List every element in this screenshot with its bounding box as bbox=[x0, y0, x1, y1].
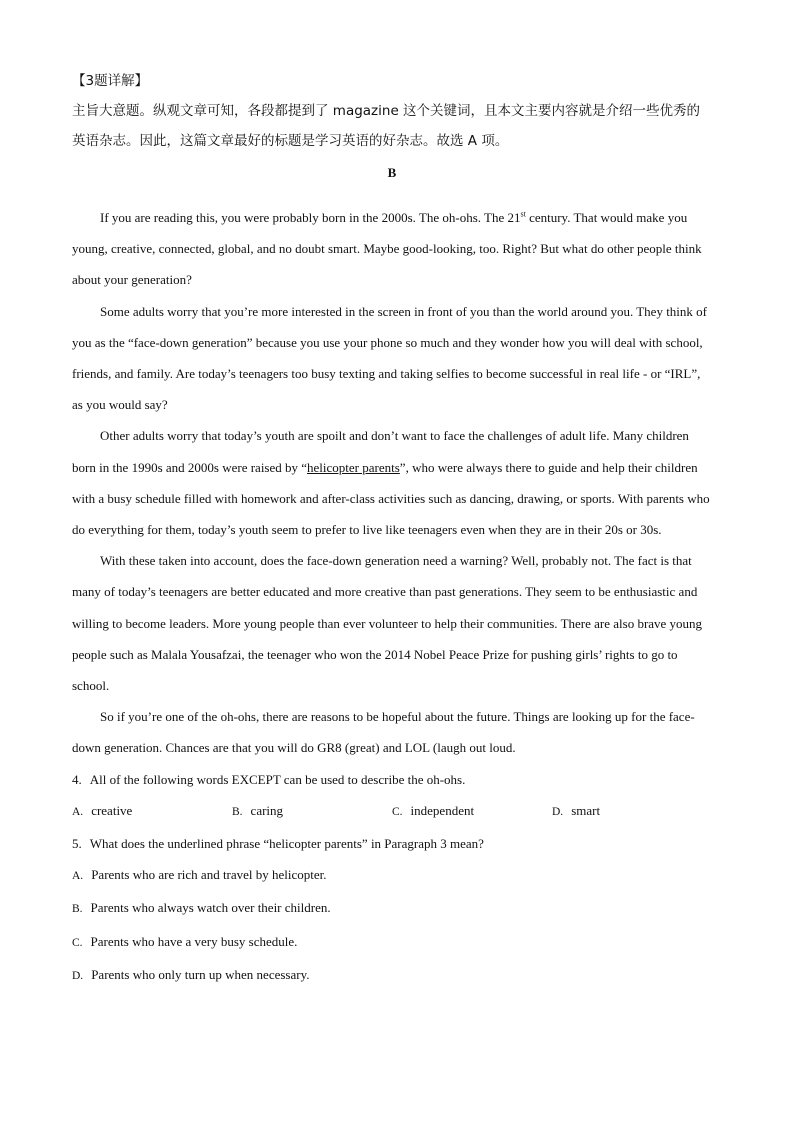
question-4-number: 4. bbox=[72, 771, 82, 787]
option-letter: B. bbox=[72, 903, 83, 916]
answer-text-line-1: 主旨大意题。纵观文章可知，各段都提到了 magazine 这个关键词，且本文主要内容就是介绍一些优秀的 bbox=[72, 103, 701, 119]
question-4 bbox=[72, 764, 712, 828]
option-letter: D. bbox=[72, 969, 84, 982]
question-4-text: All of the following words EXCEPT can be used to describe the oh-ohs. bbox=[89, 771, 466, 787]
option-letter: B. bbox=[232, 805, 243, 818]
option-text: smart bbox=[571, 802, 601, 818]
question-5-number: 5. bbox=[72, 836, 82, 852]
option-letter: C. bbox=[72, 936, 83, 949]
answer-text-line-2: 英语杂志。因此，这篇文章最好的标题是学习英语的好杂志。故选 A 项。 bbox=[72, 133, 509, 149]
option-text: Parents who only turn up when necessary. bbox=[91, 966, 310, 982]
option-text: Parents who have a very busy schedule. bbox=[90, 933, 298, 949]
question-4-option-b[interactable] bbox=[232, 795, 392, 828]
passage-body bbox=[72, 202, 712, 764]
question-5-text: What does the underlined phrase “helicopter parents” in Paragraph 3 mean? bbox=[89, 836, 484, 852]
answer-section bbox=[72, 66, 712, 156]
answer-heading: 【3题详解】 bbox=[72, 73, 149, 89]
paragraph-5: So if you’re one of the oh-ohs, there are reasons to be hopeful about the future. Things are looking up for the face-down generation. Chances are that you will do GR8 (great) and LOL (laugh out loud. bbox=[72, 709, 695, 756]
option-letter: D. bbox=[552, 805, 564, 818]
option-letter: C. bbox=[392, 805, 403, 818]
option-letter: A. bbox=[72, 870, 84, 883]
passage-label: B bbox=[387, 165, 397, 180]
option-text: creative bbox=[91, 802, 133, 818]
paragraph-1-text-a: If you are reading this, you were probably born in the 2000s. The oh-ohs. The 21 bbox=[100, 210, 521, 225]
option-text: independent bbox=[410, 802, 475, 818]
question-4-stem bbox=[72, 764, 712, 795]
document-page bbox=[72, 66, 712, 992]
paragraph-2: Some adults worry that you’re more interested in the screen in front of you than the world around you. They think of you as the “face-down generation” because you use your phone so much and they wonder how you will deal with school, friends, and family. Are today’s teenagers too busy texting and taking selfies to become successful in real life - or “IRL”, as you would say? bbox=[72, 303, 708, 413]
paragraph-1-text-b: century. That would make you young, creative, connected, global, and no doubt smart. Maybe good-looking, too. Right? But what do other people think about your generation? bbox=[72, 210, 702, 288]
question-5-option-d[interactable] bbox=[72, 959, 712, 992]
question-4-option-c[interactable] bbox=[392, 795, 552, 828]
option-text: Parents who always watch over their children. bbox=[90, 900, 331, 916]
paragraph-1 bbox=[72, 202, 712, 296]
option-text: Parents who are rich and travel by helicopter. bbox=[91, 867, 327, 883]
paragraph-3-text-a: Other adults worry that today’s youth are spoilt and don’t want to face the challenges of adult life. Many children born in the 1990s and 2000s were raised by “ bbox=[72, 428, 689, 475]
paragraph-4: With these taken into account, does the face-down generation need a warning? Well, probably not. The fact is that many of today’s teenagers are better educated and more creative than past generations. They seem to be enthusiastic and willing to become leaders. More young people than ever volunteer to help their communities. There are also brave young people such as Malala Yousafzai, the teenager who won the 2014 Nobel Peace Prize for pushing girls’ rights to go to school. bbox=[72, 553, 703, 694]
question-5-stem bbox=[72, 828, 712, 859]
superscript-st: st bbox=[520, 209, 526, 219]
question-4-option-d[interactable] bbox=[552, 795, 712, 828]
underlined-phrase: helicopter parents bbox=[307, 459, 400, 475]
question-4-option-a[interactable] bbox=[72, 795, 232, 828]
option-text: caring bbox=[250, 802, 284, 818]
question-5-option-c[interactable] bbox=[72, 926, 712, 959]
paragraph-3-text-b: ”, who were always there to guide and help their children with a busy schedule filled with homework and after-class activities such as dancing, drawing, or sports. With parents who do everything for them, today’s youth seem to prefer to live like teenagers even when they are in their 20s or 30s. bbox=[72, 459, 710, 538]
question-5 bbox=[72, 828, 712, 992]
question-5-option-b[interactable] bbox=[72, 892, 712, 925]
question-4-options bbox=[72, 795, 712, 828]
question-5-option-a[interactable] bbox=[72, 859, 712, 892]
option-letter: A. bbox=[72, 805, 84, 818]
paragraph-3 bbox=[72, 420, 712, 545]
